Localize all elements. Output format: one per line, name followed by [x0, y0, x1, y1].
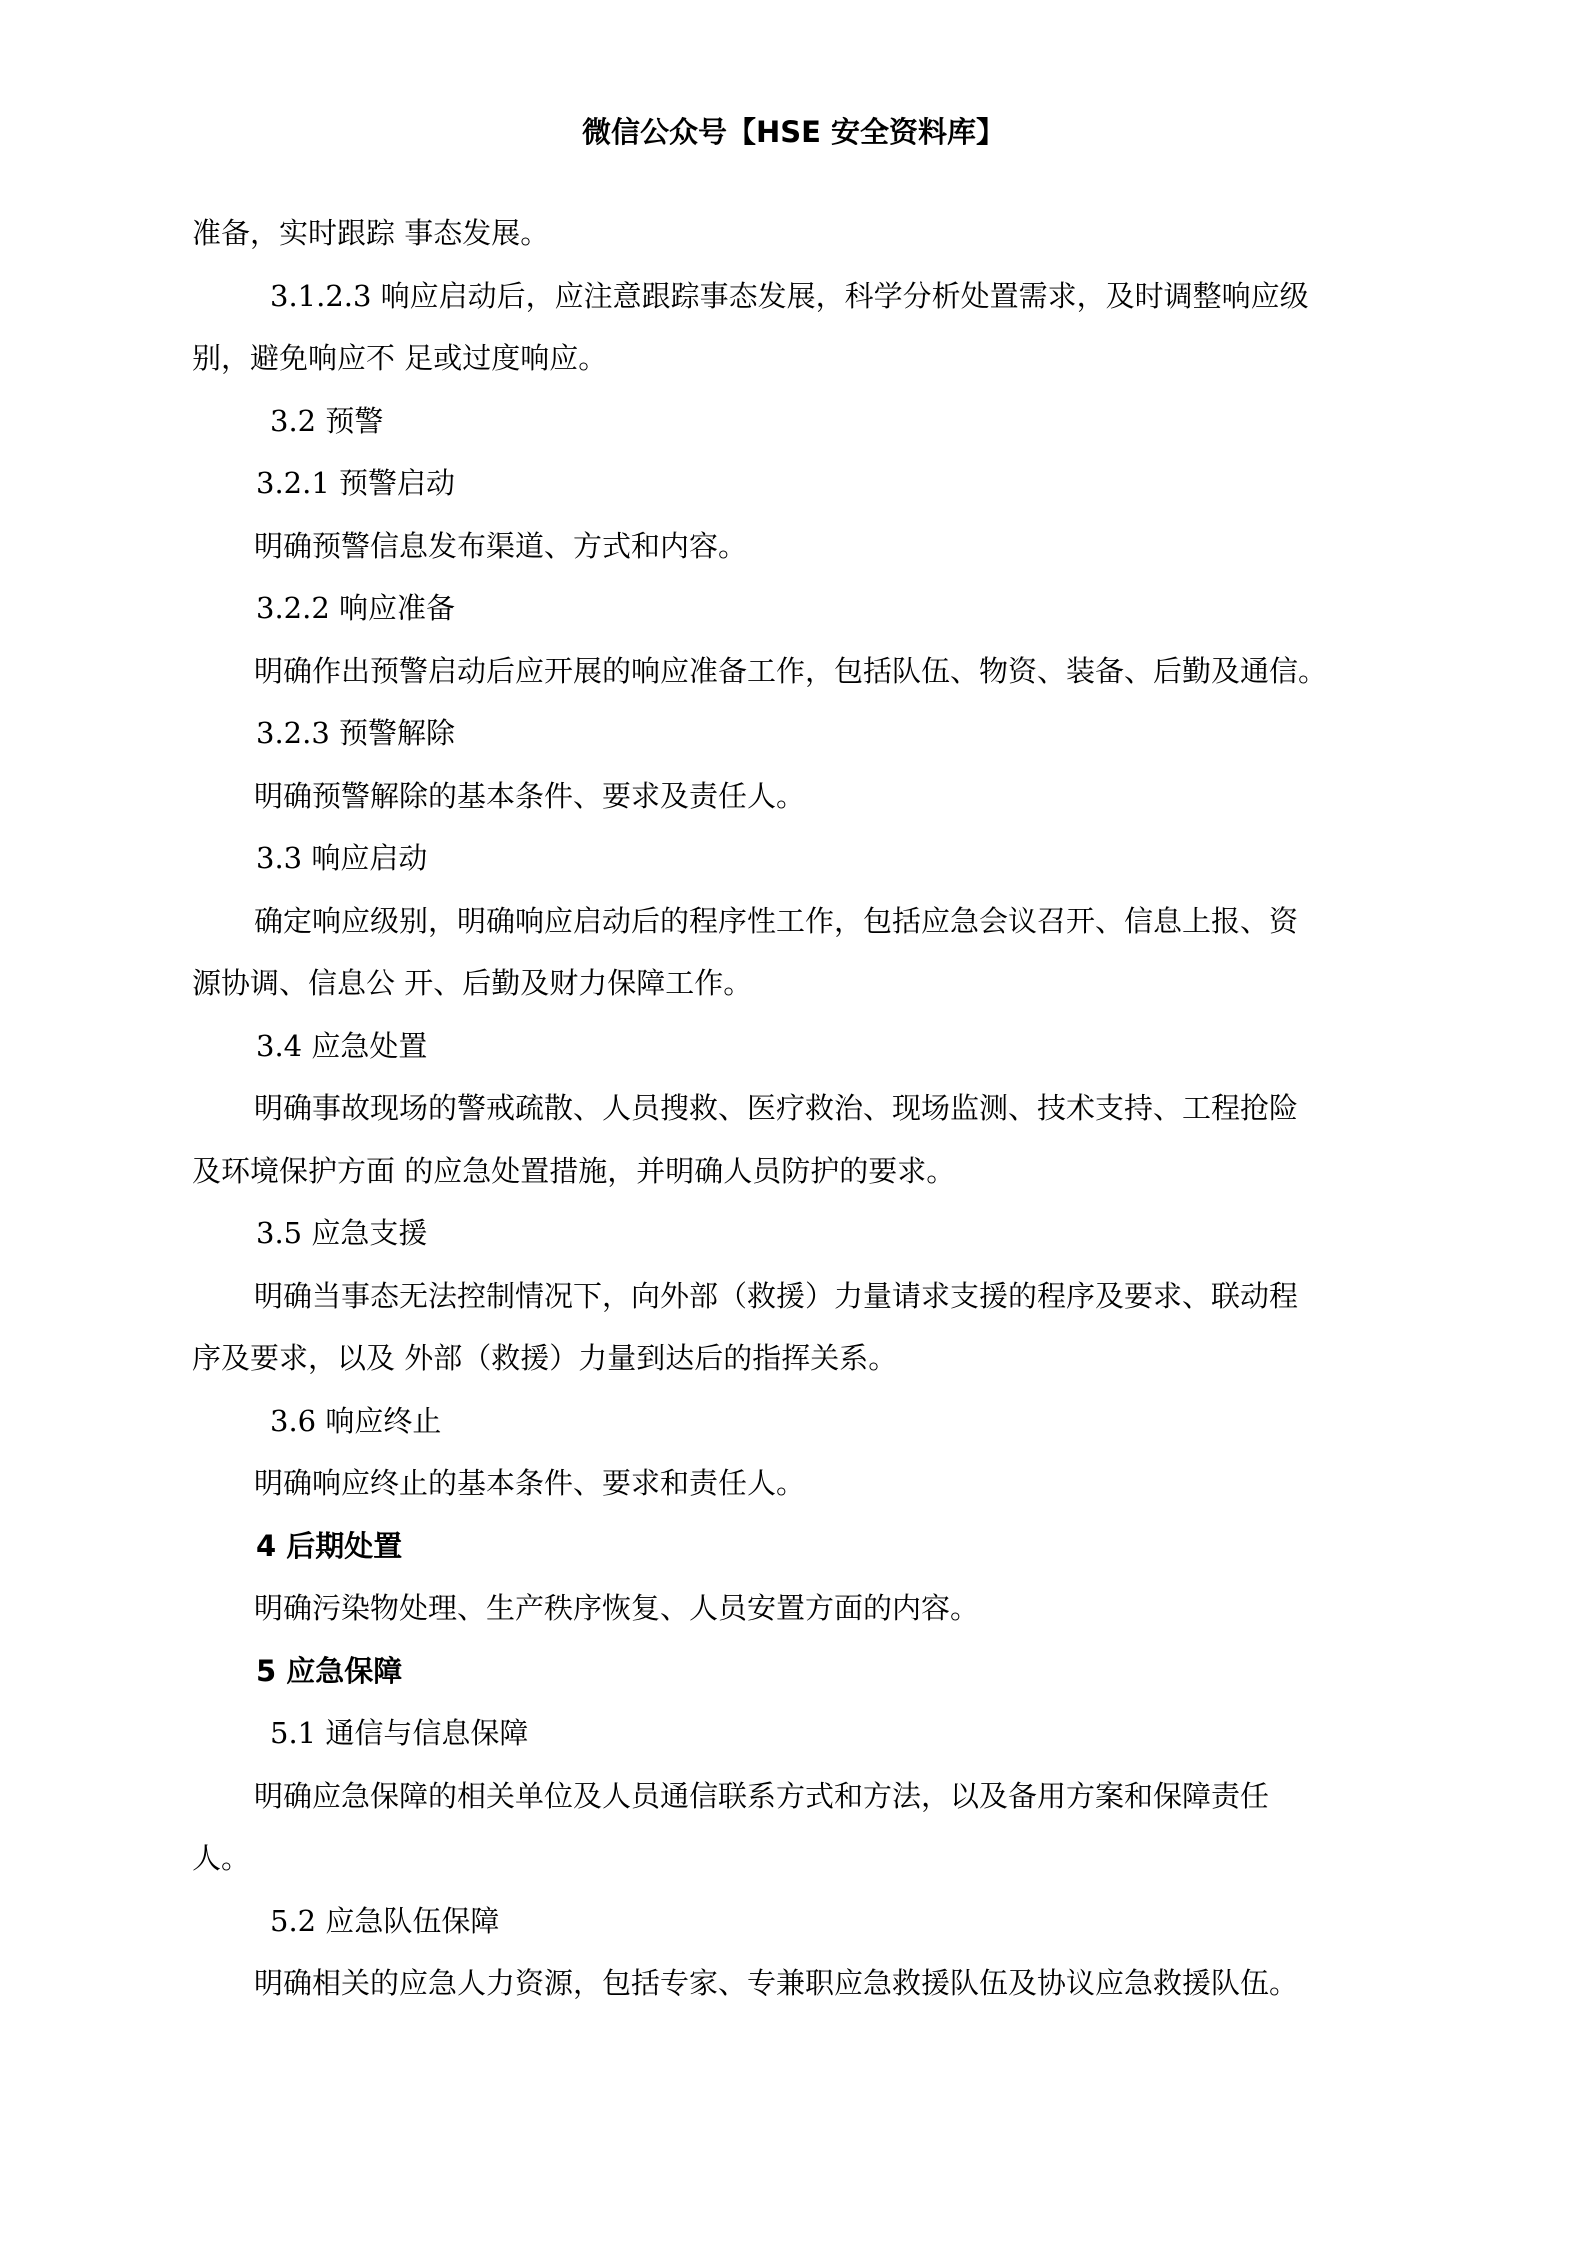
section-heading: 3.2 预警: [270, 403, 384, 438]
section-heading: 3.3 响应启动: [256, 841, 428, 875]
paragraph-line: 明确事故现场的警戒疏散、人员搜救、医疗救治、现场监测、技术支持、工程抢险: [254, 1091, 1299, 1125]
paragraph-line: 别，避免响应不 足或过度响应。: [192, 341, 608, 375]
section-heading: 3.6 响应终止: [270, 1403, 442, 1438]
chapter-heading: 5 应急保障: [256, 1653, 403, 1688]
paragraph-line: 准备，实时跟踪 事态发展。: [192, 216, 550, 250]
section-heading: 3.2.1 预警启动: [256, 466, 456, 500]
paragraph-line: 明确相关的应急人力资源，包括专家、专兼职应急救援队伍及协议应急救援队伍。: [254, 1966, 1299, 2000]
paragraph-line: 明确作出预警启动后应开展的响应准备工作，包括队伍、物资、装备、后勤及通信。: [254, 653, 1328, 688]
paragraph-line: 确定响应级别，明确响应启动后的程序性工作，包括应急会议召开、信息上报、资: [254, 903, 1299, 938]
paragraph-line: 明确当事态无法控制情况下，向外部（救援）力量请求支援的程序及要求、联动程: [254, 1278, 1299, 1313]
section-heading: 5.1 通信与信息保障: [270, 1716, 529, 1750]
paragraph-line: 明确污染物处理、生产秩序恢复、人员安置方面的内容。: [254, 1591, 980, 1625]
section-heading: 3.4 应急处置: [256, 1028, 428, 1063]
page-header: 微信公众号【HSE 安全资料库】: [581, 115, 1006, 149]
paragraph-line: 3.1.2.3 响应启动后，应注意跟踪事态发展，科学分析处置需求，及时调整响应级: [270, 278, 1309, 313]
paragraph-line: 序及要求，以及 外部（救援）力量到达后的指挥关系。: [192, 1341, 898, 1375]
paragraph-line: 及环境保护方面 的应急处置措施，并明确人员防护的要求。: [192, 1153, 956, 1188]
paragraph-line: 明确应急保障的相关单位及人员通信联系方式和方法，以及备用方案和保障责任: [254, 1778, 1270, 1813]
paragraph-line: 人。: [192, 1841, 251, 1875]
paragraph-line: 明确响应终止的基本条件、要求和责任人。: [254, 1466, 806, 1500]
section-heading: 3.2.2 响应准备: [256, 591, 456, 625]
section-heading: 3.2.3 预警解除: [256, 716, 456, 750]
paragraph-line: 明确预警信息发布渠道、方式和内容。: [254, 528, 748, 563]
section-heading: 3.5 应急支援: [256, 1216, 428, 1250]
paragraph-line: 源协调、信息公 开、后勤及财力保障工作。: [192, 966, 753, 1000]
chapter-heading: 4 后期处置: [256, 1528, 403, 1563]
document-body: [192, 202, 1412, 2015]
paragraph-line: 明确预警解除的基本条件、要求及责任人。: [254, 778, 806, 813]
section-heading: 5.2 应急队伍保障: [270, 1903, 500, 1938]
